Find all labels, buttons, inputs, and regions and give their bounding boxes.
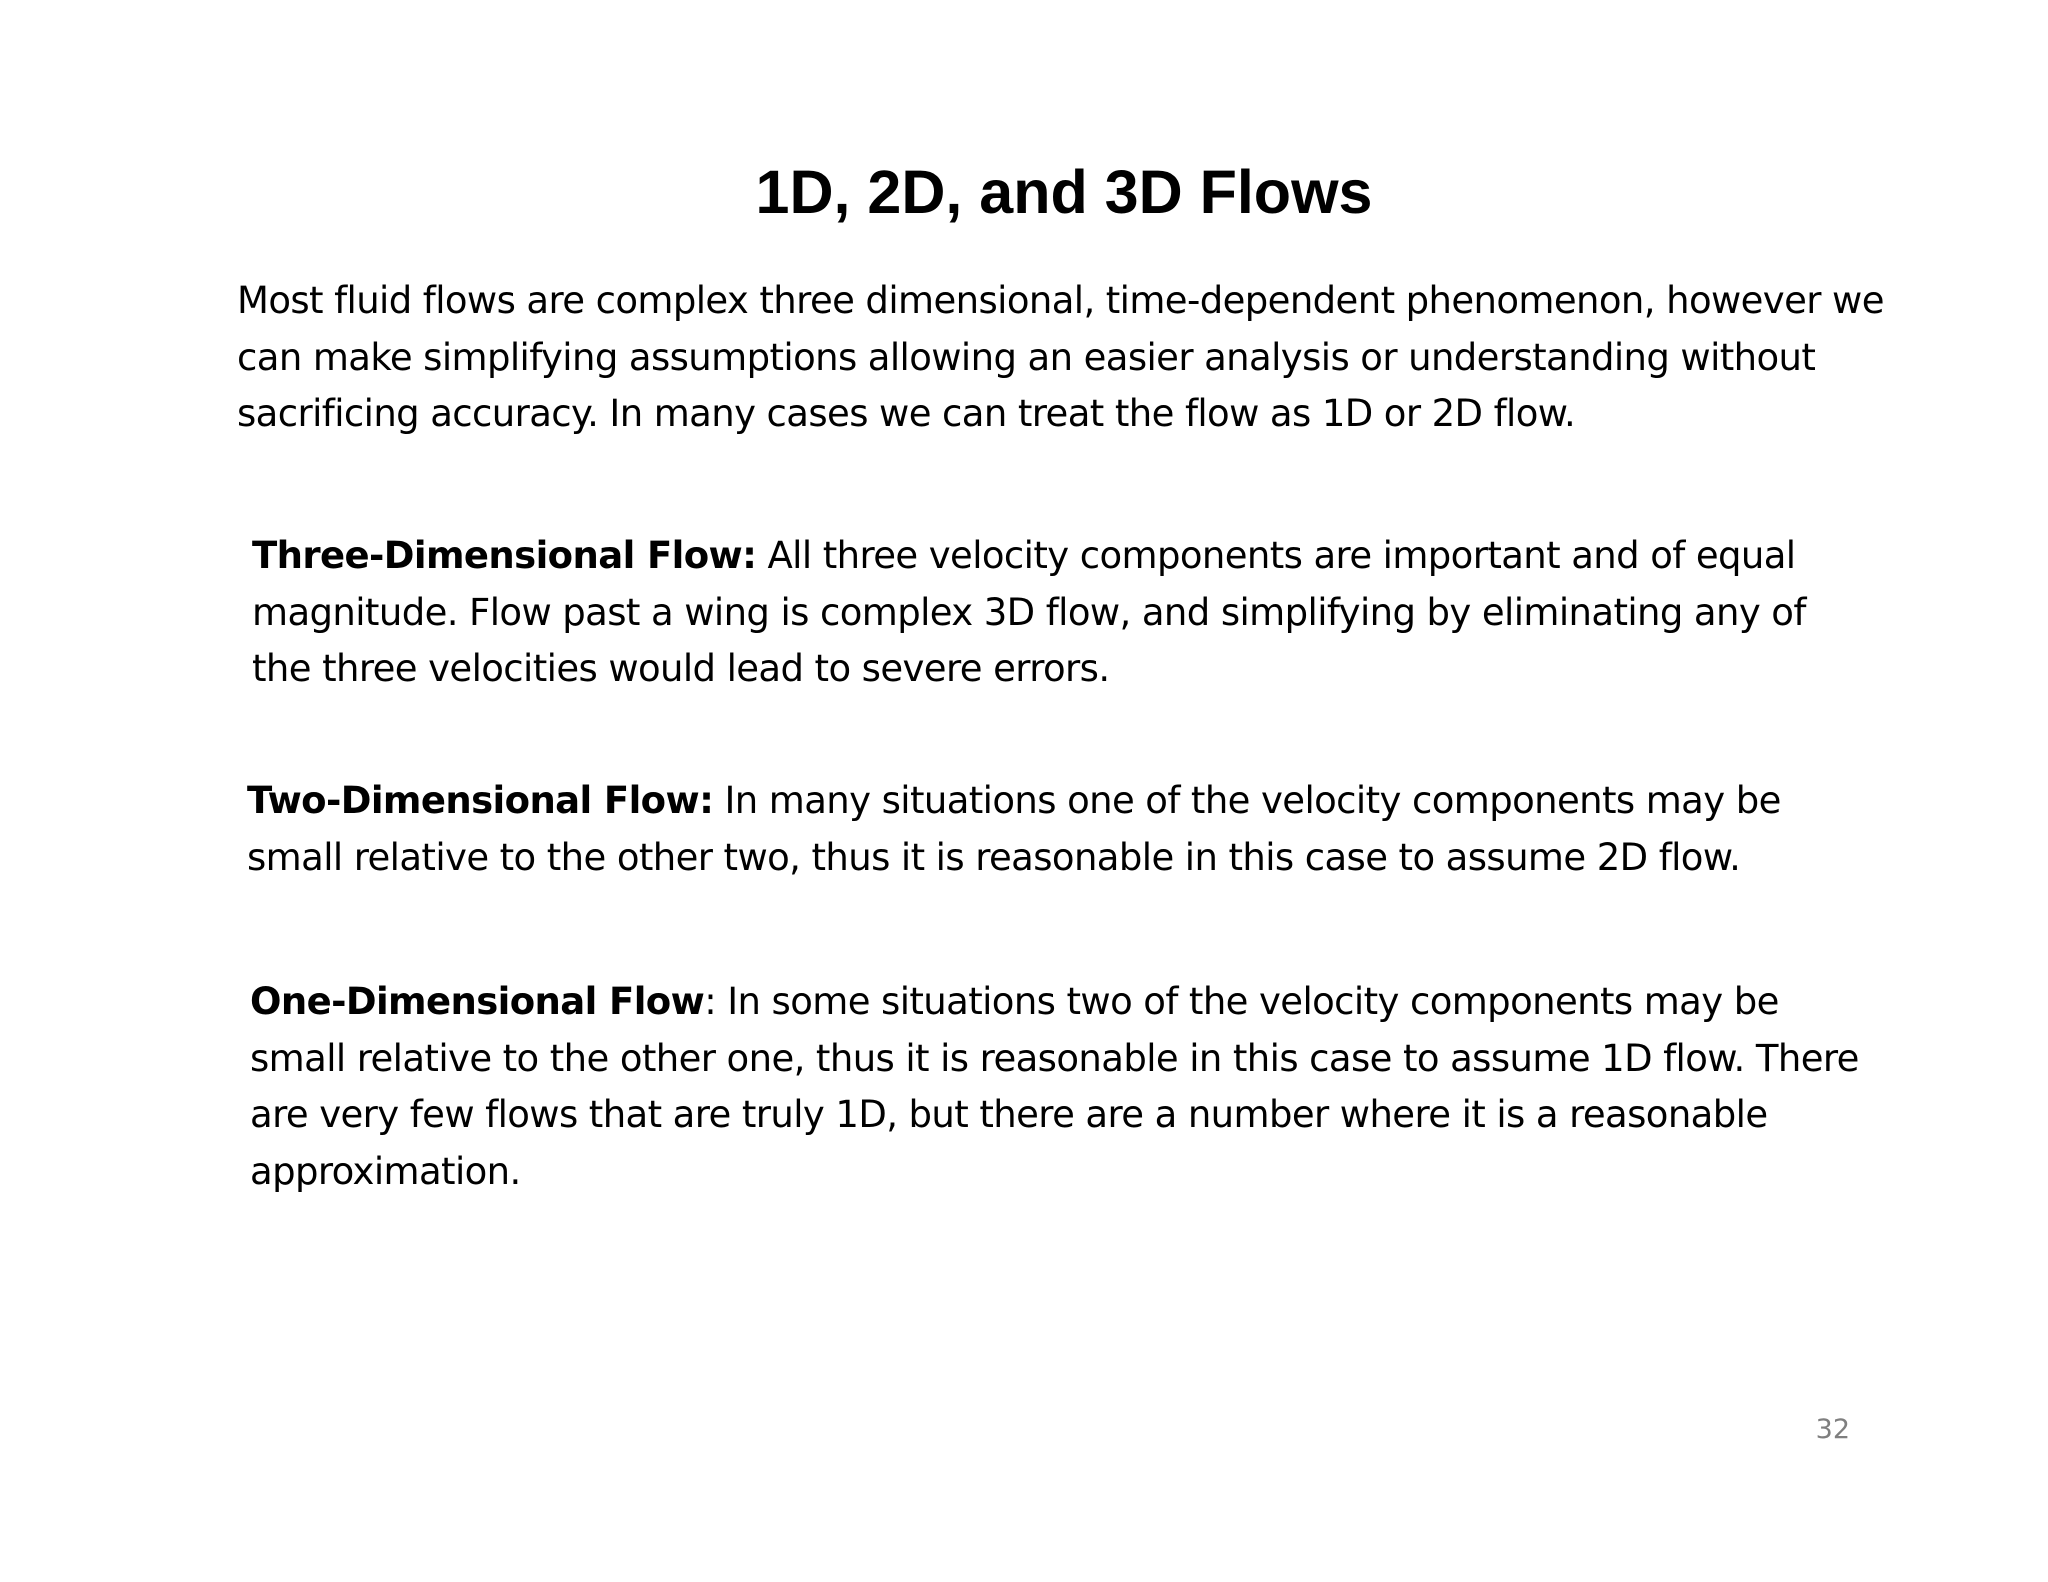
two-dimensional-flow-body: In many situations one of the velocity components may be small relative to the other two, thus it is reasonable in this case to assume 2D flow. xyxy=(247,779,1781,879)
slide-title: 1D, 2D, and 3D Flows xyxy=(755,158,1373,226)
two-dimensional-flow-paragraph xyxy=(247,773,1807,886)
one-dimensional-flow-body: : In some situations two of the velocity components may be small relative to the other one, thus it is reasonable in this case to assume 1D flow. There are very few flows that are truly 1D, but there are a number where it is a reasonable approximation. xyxy=(250,980,1859,1193)
one-dimensional-flow-paragraph xyxy=(250,974,1860,1200)
three-dimensional-flow-heading: Three-Dimensional Flow: xyxy=(252,534,757,577)
three-dimensional-flow-paragraph xyxy=(252,528,1872,698)
page-number: 32 xyxy=(1815,1414,1850,1445)
two-dimensional-flow-heading: Two-Dimensional Flow: xyxy=(247,779,714,822)
one-dimensional-flow-heading: One-Dimensional Flow xyxy=(250,980,705,1023)
intro-paragraph: Most fluid flows are complex three dimensional, time-dependent phenomenon, however we can make simplifying assumptions allowing an easier analysis or understanding without sacrificing accuracy. In many cases we can treat the flow as 1D or 2D flow. xyxy=(237,279,1884,435)
three-dimensional-flow-body: All three velocity components are important and of equal magnitude. Flow past a wing is complex 3D flow, and simplifying by eliminating any of the three velocities would lead to severe errors. xyxy=(252,534,1806,690)
